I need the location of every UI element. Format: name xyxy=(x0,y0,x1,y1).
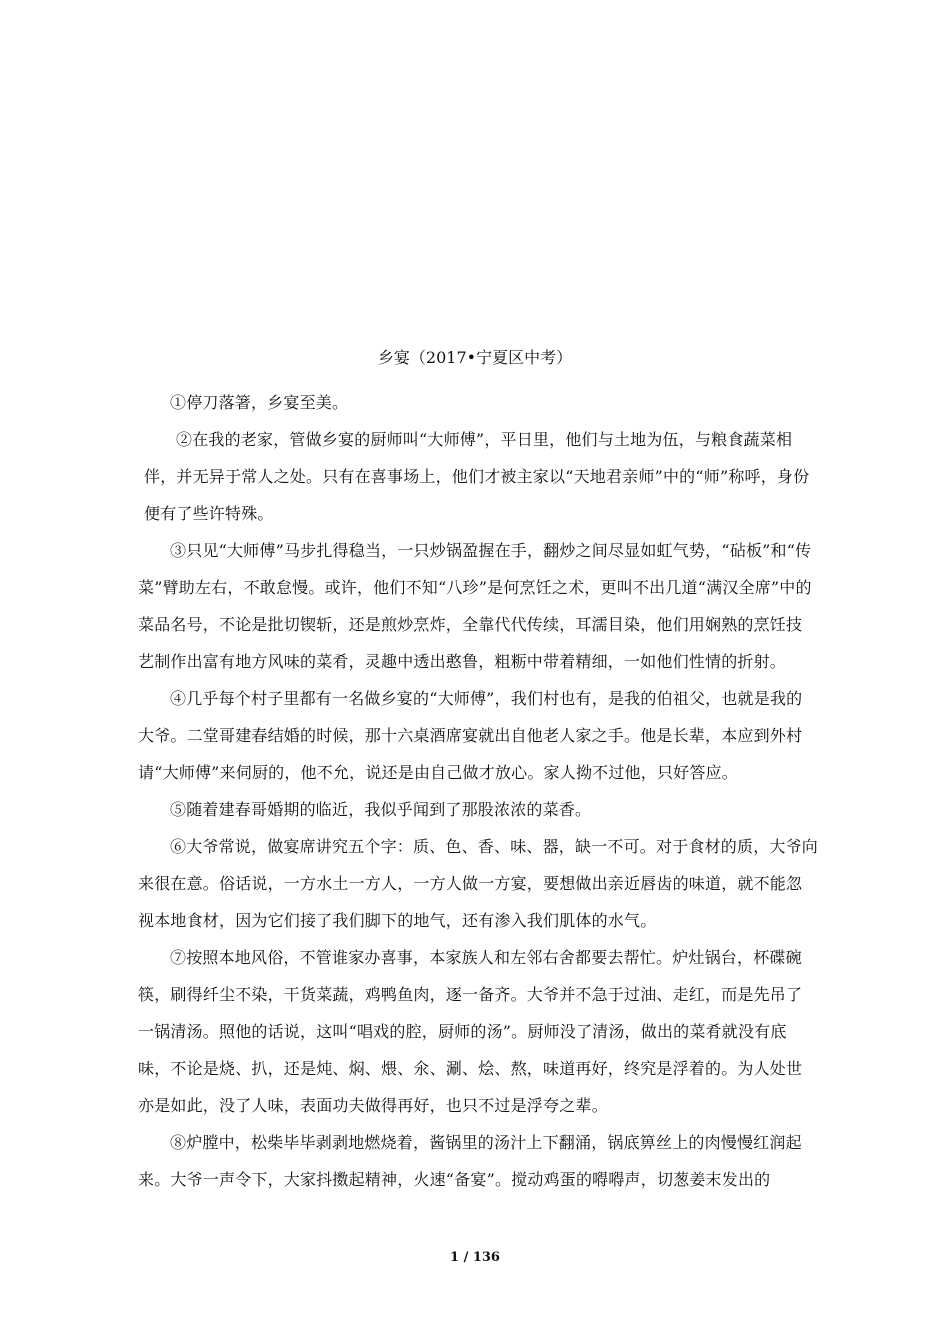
paragraph-3: ③只见“大师傅”马步扎得稳当，一只炒锅盈握在手，翻炒之间尽显如虹气势，“砧板”和“传菜”臂助左右，不敢怠慢。或许，他们不知“八珍”是何烹饪之术，更叫不出几道“满汉全席”中的菜品名号，不论是批切锲斩，还是煎炒烹炸，全靠代代传续，耳濡目染，他们用娴熟的烹饪技艺制作出富有地方风味的菜肴，灵趣中透出憨鲁，粗粝中带着精细，一如他们性情的折射。 xyxy=(138,541,812,671)
paragraph-1: ①停刀落箸，乡宴至美。 xyxy=(170,393,349,412)
paragraph-7: ⑦按照本地风俗，不管谁家办喜事，本家族人和左邻右舍都要去帮忙。炉灶锅台，杯碟碗筷，刷得纤尘不染，干货菜蔬，鸡鸭鱼肉，逐一备齐。大爷并不急于过油、走红，而是先吊了一锅清汤。照他的话说，这叫“唱戏的腔，厨师的汤”。厨师没了清汤，做出的菜肴就没有底味，不论是烧、扒，还是炖、焖、煨、氽、涮、烩、熬，味道再好，终究是浮着的。为人处世亦是如此，没了人味，表面功夫做得再好，也只不过是浮夸之辈。 xyxy=(138,948,803,1115)
paragraph-6: ⑥大爷常说，做宴席讲究五个字：质、色、香、味、器，缺一不可。对于食材的质，大爷向来很在意。俗话说，一方水土一方人，一方人做一方宴，要想做出亲近唇齿的味道，就不能忽视本地食材，因为它们接了我们脚下的地气，还有渗入我们肌体的水气。 xyxy=(138,837,819,930)
paragraph-2: ②在我的老家，管做乡宴的厨师叫“大师傅”，平日里，他们与土地为伍，与粮食蔬菜相伴，并无异于常人之处。只有在喜事场上，他们才被主家以“天地君亲师”中的“师”称呼，身份便有了些许特殊。 xyxy=(144,430,810,523)
document-body xyxy=(138,384,818,1198)
page-number: 1 / 136 xyxy=(450,1250,500,1265)
paragraph-4: ④几乎每个村子里都有一名做乡宴的“大师傅”，我们村也有，是我的伯祖父，也就是我的大爷。二堂哥建春结婚的时候，那十六桌酒席宴就出自他老人家之手。他是长辈，本应到外村请“大师傅”来伺厨的，他不允，说还是由自己做才放心。家人拗不过他，只好答应。 xyxy=(138,689,803,782)
document-title: 乡宴（2017•宁夏区中考） xyxy=(377,348,573,367)
paragraph-8: ⑧炉膛中，松柴毕毕剥剥地燃烧着，酱锅里的汤汁上下翻涌，锅底箅丝上的肉慢慢红润起来。大爷一声令下，大家抖擞起精神，火速“备宴”。搅动鸡蛋的嘚嘚声，切葱姜末发出的 xyxy=(138,1133,802,1189)
paragraph-5: ⑤随着建春哥婚期的临近，我似乎闻到了那股浓浓的菜香。 xyxy=(170,800,592,819)
